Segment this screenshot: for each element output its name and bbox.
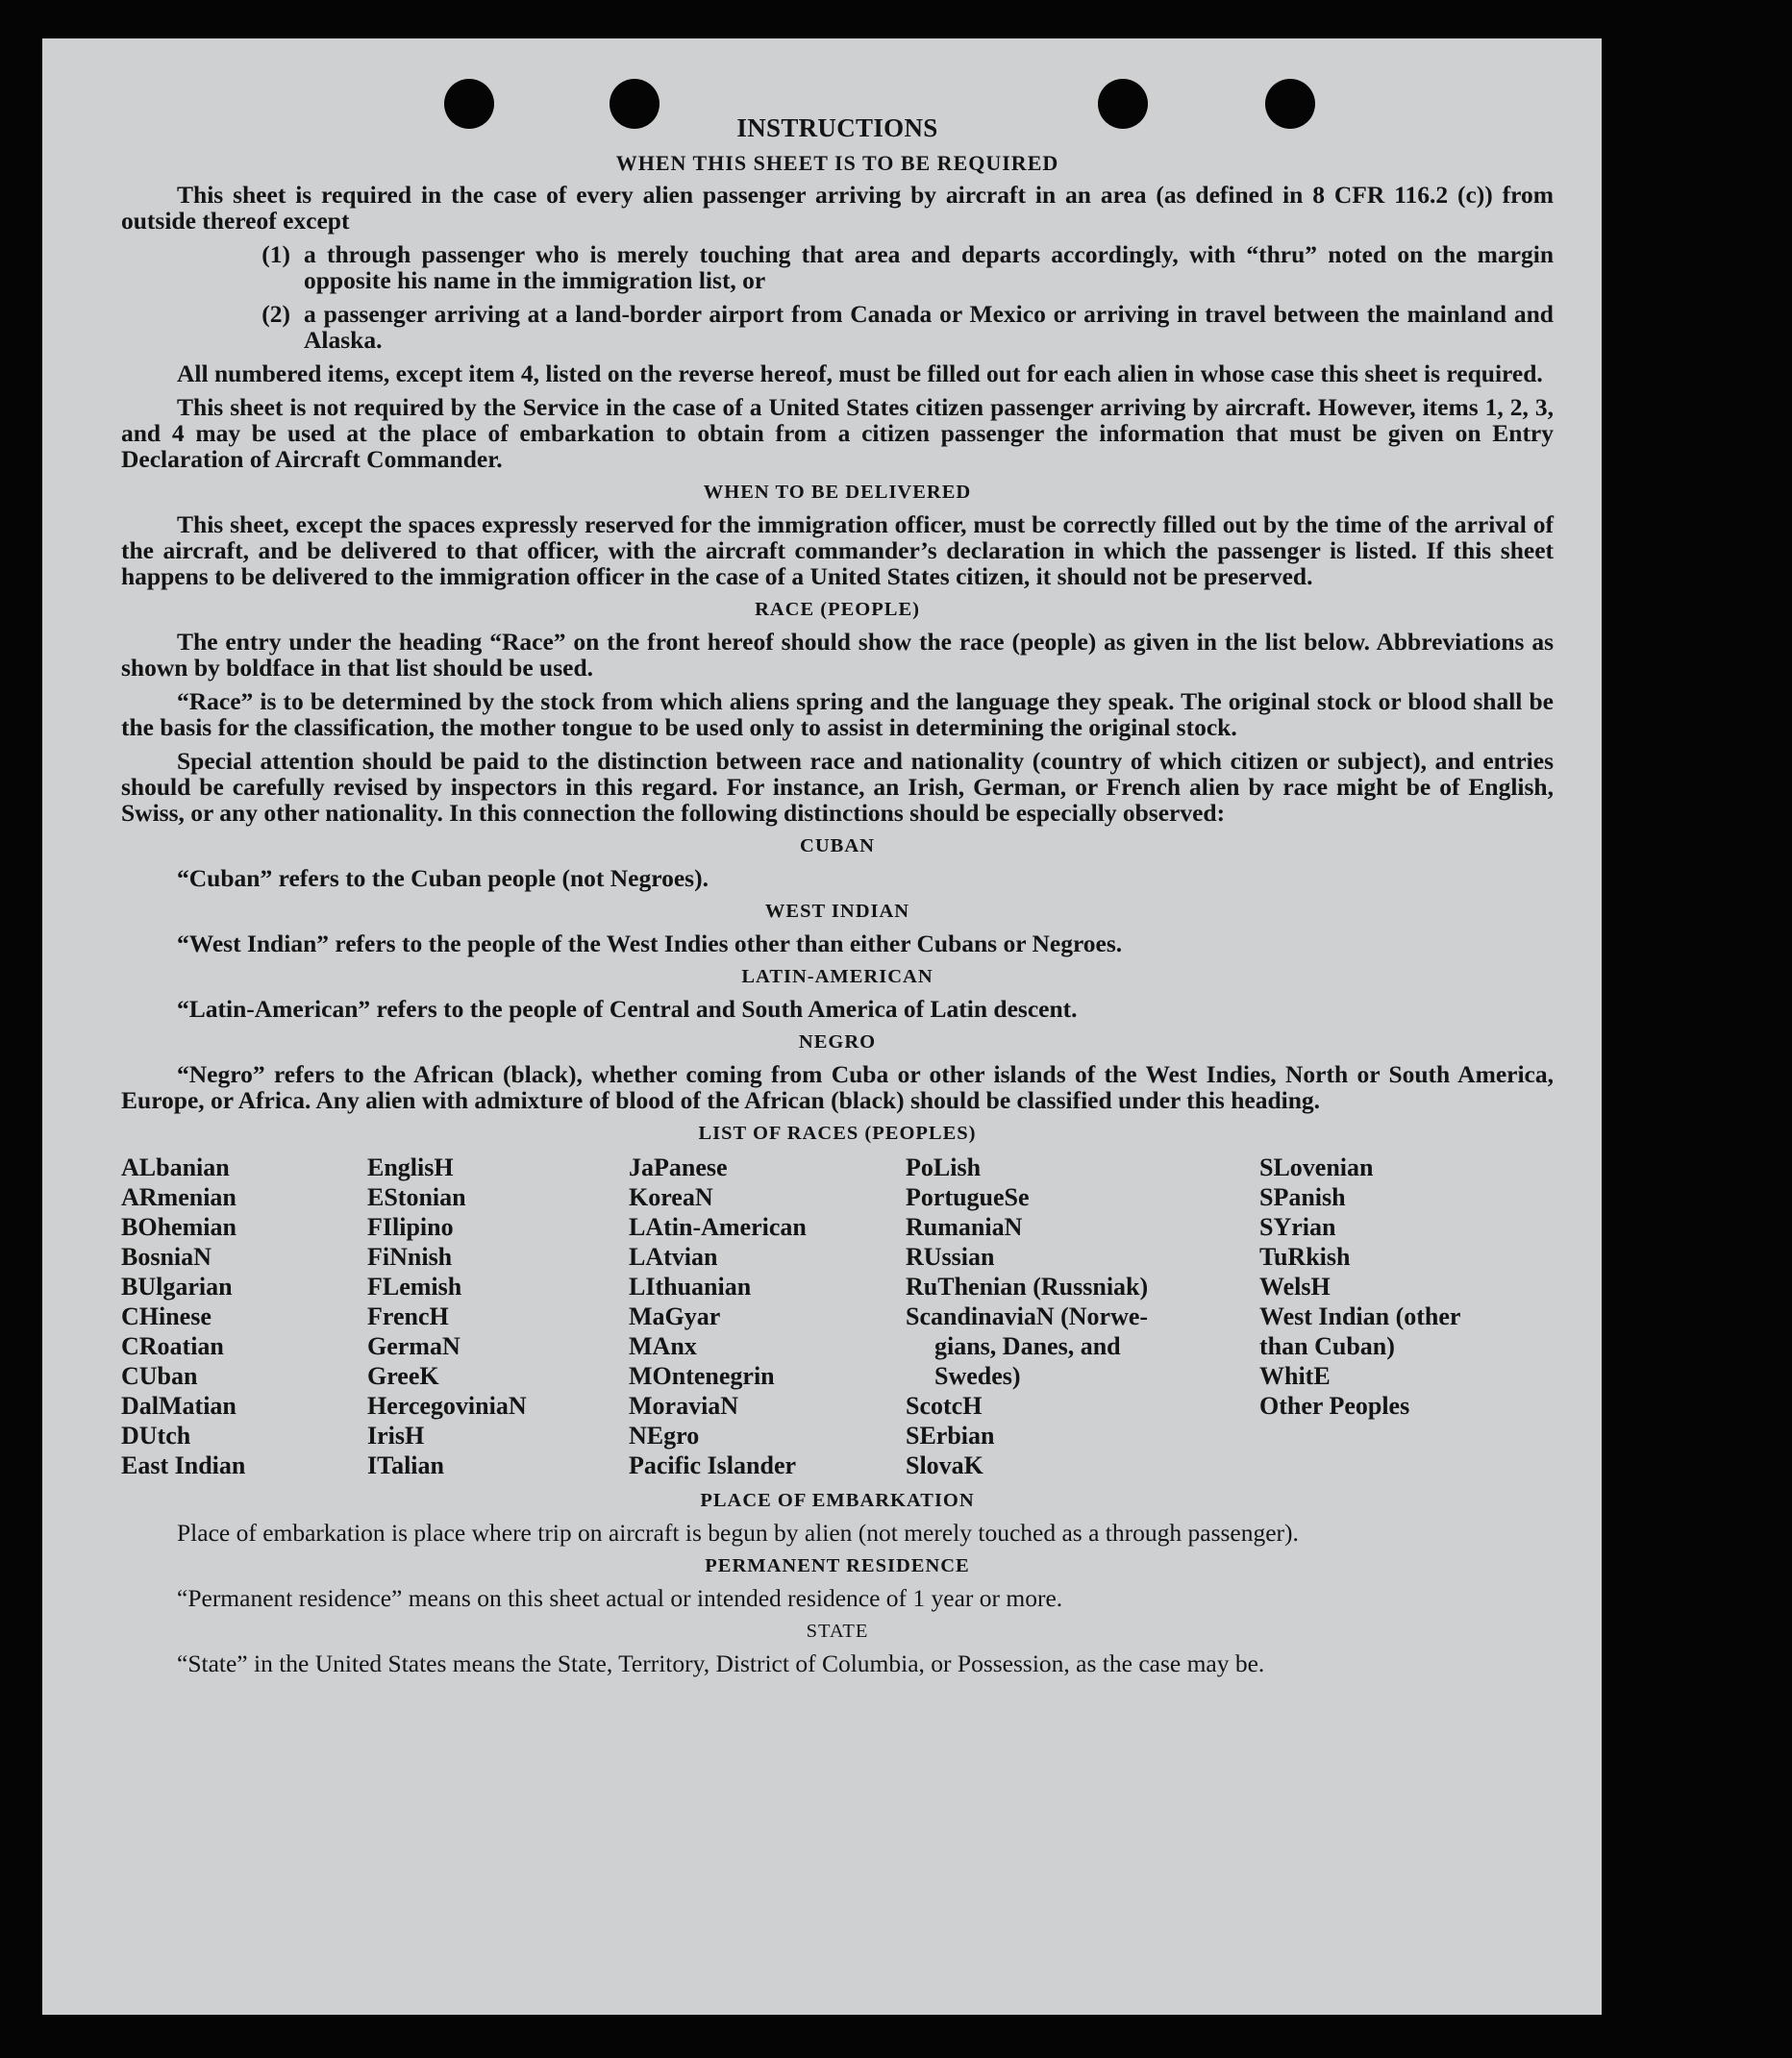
race-entry: NEgro: [629, 1422, 700, 1450]
races-column-1: [121, 1153, 367, 1480]
heading-latin-american: LATIN-AMERICAN: [741, 966, 933, 987]
race-entry: GermaN: [367, 1332, 460, 1360]
race-entry: SlovaK: [906, 1451, 983, 1479]
race-entry: EnglisH: [367, 1153, 454, 1181]
race-entry: HercegoviniaN: [367, 1392, 527, 1420]
race-entry: FLemish: [367, 1273, 462, 1301]
race-entry: DUtch: [121, 1422, 191, 1450]
race-entry: IrisH: [367, 1422, 425, 1450]
race-entry: LAtin-American: [629, 1213, 807, 1241]
race-entry: ScotcH: [906, 1392, 983, 1420]
page-title: INSTRUCTIONS: [736, 113, 938, 142]
item-number: (2): [261, 300, 290, 328]
heading-permanent-residence: PERMANENT RESIDENCE: [705, 1555, 970, 1576]
race-entry: ARmenian: [121, 1183, 236, 1211]
races-column-4: [906, 1153, 1259, 1480]
races-column-5: [1259, 1153, 1517, 1480]
race-entry: RUssian: [906, 1243, 995, 1271]
race-entry-continued: Swedes): [934, 1362, 1021, 1390]
residence-definition: “Permanent residence” means on this sheet actual or intended residence of 1 year or more.: [177, 1584, 1063, 1612]
race-entry: East Indian: [121, 1451, 246, 1479]
west-indian-definition: “West Indian” refers to the people of the West Indies other than either Cubans or Negroes.: [177, 930, 1123, 957]
heading-when-delivered: WHEN TO BE DELIVERED: [703, 482, 972, 503]
race-entry: CUban: [121, 1362, 198, 1390]
required-intro: This sheet is required in the case of every alien passenger arriving by aircraft in an area (as defined in 8 CFR 116.2 (c)) from outside thereof except: [121, 181, 1554, 235]
races-column-2: [367, 1153, 629, 1480]
heading-state: STATE: [806, 1621, 869, 1642]
cuban-definition: “Cuban” refers to the Cuban people (not Negroes).: [177, 864, 709, 892]
races-column-3: [629, 1153, 906, 1480]
document-page: [42, 38, 1602, 2015]
race-entry: MoraviaN: [629, 1392, 739, 1420]
race-entry: West Indian (other: [1259, 1302, 1461, 1330]
heading-list-of-races: LIST OF RACES (PEOPLES): [698, 1123, 977, 1144]
race-entry: BOhemian: [121, 1213, 236, 1241]
item-text: a passenger arriving at a land-border airport from Canada or Mexico or arriving in travel between the mainland and Alaska.: [304, 300, 1554, 354]
race-entry: WelsH: [1259, 1273, 1331, 1301]
race-entry: EStonian: [367, 1183, 466, 1211]
heading-place-of-embarkation: PLACE OF EMBARKATION: [700, 1490, 975, 1511]
item-text: a through passenger who is merely touching that area and departs accordingly, with “thru” noted on the margin opposite his name in the immigration list, or: [304, 240, 1554, 294]
race-entry: GreeK: [367, 1362, 439, 1390]
negro-definition: “Negro” refers to the African (black), whether coming from Cuba or other islands of the West Indies, North or South America, Europe, or Africa. Any alien with admixture of blood of the African (black) should be classified under this heading.: [121, 1060, 1554, 1114]
heading-west-indian: WEST INDIAN: [764, 901, 910, 922]
race-entry: SPanish: [1259, 1183, 1346, 1211]
race-entry: PortugueSe: [906, 1183, 1030, 1211]
heading-cuban: CUBAN: [800, 835, 875, 856]
race-entry: SYrian: [1259, 1213, 1336, 1241]
race-paragraph-3: Special attention should be paid to the distinction between race and nationality (country of which citizen or subject), and entries should be carefully revised by inspectors in this regard. For instance, an Irish, German, or French alien by race might be of English, Swiss, or any other nationality. In this connection the following distinctions should be especially observed:: [121, 747, 1554, 827]
race-entry: DalMatian: [121, 1392, 236, 1420]
delivered-paragraph: This sheet, except the spaces expressly reserved for the immigration officer, must be correctly filled out by the time of the arrival of the aircraft, and be delivered to that officer, with the aircraft commander’s declaration in which the passenger is listed. If this sheet happens to be delivered to the immigration officer in the case of a United States citizen, it should not be preserved.: [121, 510, 1554, 590]
race-entry: FiNnish: [367, 1243, 453, 1271]
race-entry: RumaniaN: [906, 1213, 1023, 1241]
race-entry: LAtvian: [629, 1243, 718, 1271]
race-entry: Other Peoples: [1259, 1392, 1410, 1420]
instructions-body: [121, 115, 1554, 1684]
numbered-items-paragraph: All numbered items, except item 4, listed on the reverse hereof, must be filled out for each alien in whose case this sheet is required.: [177, 360, 1543, 387]
embarkation-definition: Place of embarkation is place where trip on aircraft is begun by alien (not merely touched as a through passenger).: [177, 1519, 1299, 1547]
exception-item-1: [121, 241, 1554, 293]
race-entry: SLovenian: [1259, 1153, 1374, 1181]
citizen-paragraph: This sheet is not required by the Service in the case of a United States citizen passenger arriving by aircraft. However, items 1, 2, 3, and 4 may be used at the place of embarkation to obtain from a citizen passenger the information that must be given on Entry Declaration of Aircraft Commander.: [121, 393, 1554, 473]
race-entry: TuRkish: [1259, 1243, 1351, 1271]
race-entry: WhitE: [1259, 1362, 1331, 1390]
race-entry: Pacific Islander: [629, 1451, 797, 1479]
race-entry: RuThenian (Russniak): [906, 1273, 1149, 1301]
race-entry: PoLish: [906, 1153, 982, 1181]
race-entry: CHinese: [121, 1302, 212, 1330]
race-entry: ScandinaviaN (Norwe-: [906, 1302, 1149, 1330]
race-entry: JaPanese: [629, 1153, 728, 1181]
race-entry: LIthuanian: [629, 1273, 752, 1301]
race-entry: MAnx: [629, 1332, 697, 1360]
heading-negro: NEGRO: [798, 1031, 877, 1053]
race-entry: BUlgarian: [121, 1273, 233, 1301]
state-definition: “State” in the United States means the State, Territory, District of Columbia, or Possession, as the case may be.: [177, 1649, 1265, 1677]
race-entry: KoreaN: [629, 1183, 713, 1211]
item-number: (1): [261, 240, 290, 268]
race-entry: MOntenegrin: [629, 1362, 775, 1390]
heading-race: RACE (PEOPLE): [755, 599, 920, 620]
race-entry: FIlipino: [367, 1213, 454, 1241]
race-paragraph-2: “Race” is to be determined by the stock from which aliens spring and the language they speak. The original stock or blood shall be the basis for the classification, the mother tongue to be used only to assist in determining the original stock.: [121, 687, 1554, 741]
race-entry: BosniaN: [121, 1243, 212, 1271]
race-entry: ALbanian: [121, 1153, 230, 1181]
races-table: [121, 1153, 1554, 1480]
race-entry: CRoatian: [121, 1332, 224, 1360]
latin-american-definition: “Latin-American” refers to the people of Central and South America of Latin descent.: [177, 995, 1078, 1023]
heading-when-required: WHEN THIS SHEET IS TO BE REQUIRED: [615, 151, 1059, 175]
race-entry-continued: than Cuban): [1259, 1332, 1395, 1360]
race-entry: SErbian: [906, 1422, 995, 1450]
race-entry: ITalian: [367, 1451, 444, 1479]
race-entry: MaGyar: [629, 1302, 721, 1330]
race-entry: FrencH: [367, 1302, 449, 1330]
race-paragraph-1: The entry under the heading “Race” on the front hereof should show the race (people) as given in the list below. Abbreviations as shown by boldface in that list should be used.: [121, 628, 1554, 682]
exception-item-2: [121, 301, 1554, 353]
race-entry-continued: gians, Danes, and: [934, 1332, 1121, 1360]
